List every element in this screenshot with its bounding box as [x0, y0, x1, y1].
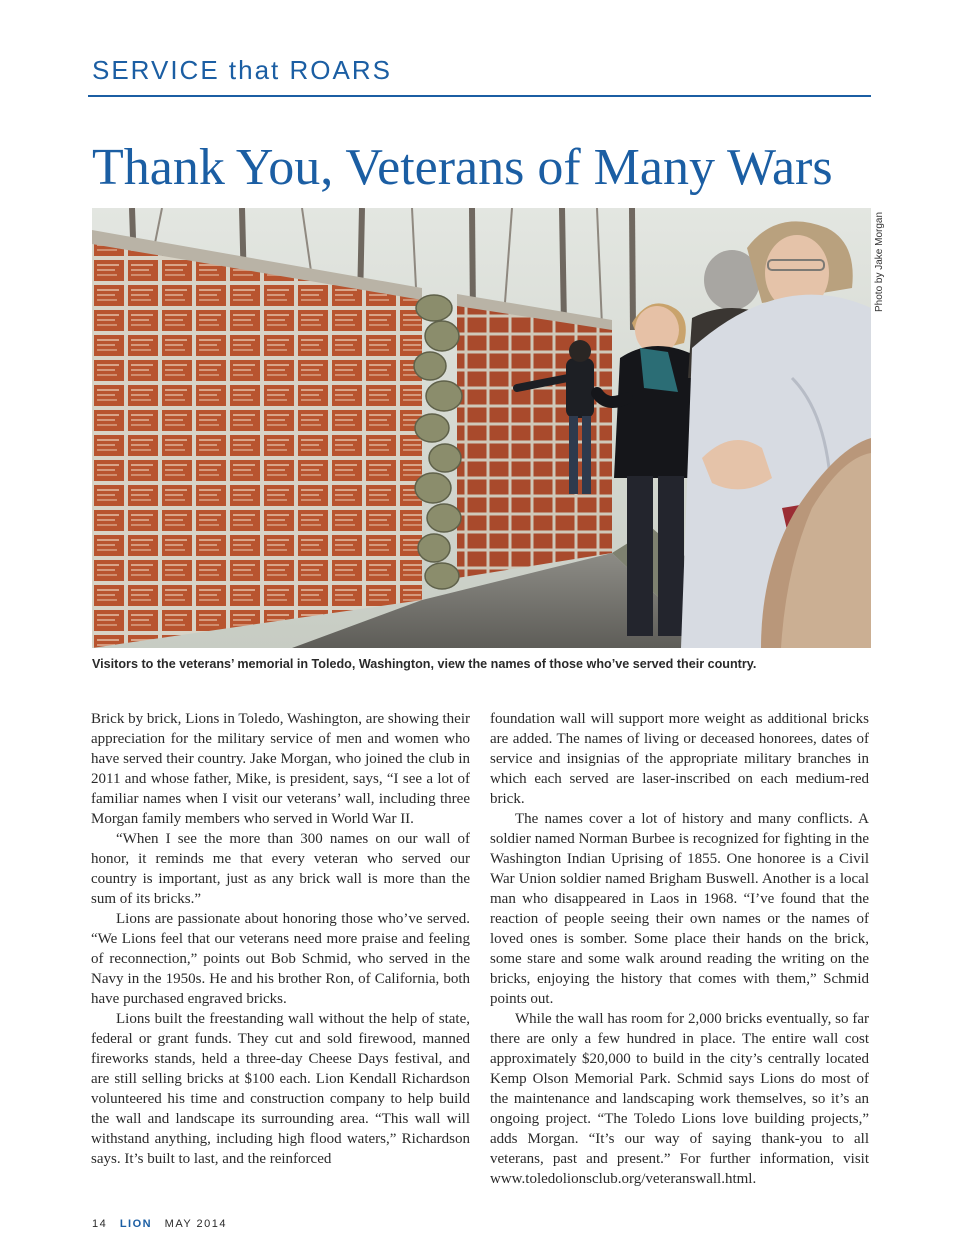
photo-caption: Visitors to the veterans’ memorial in Toledo, Washington, view the names of those who’ve served their country.	[92, 657, 757, 671]
photo-credit: Photo by Jake Morgan	[874, 211, 885, 312]
paragraph: Brick by brick, Lions in Toledo, Washington, are showing their appreciation for the military service of men and women who have served their country. Jake Morgan, who joined the club in 2011 and whose father, Mike, is president, says, “I see a lot of familiar names when I visit our veterans’ wall, including three Morgan family members who served in World War II.	[91, 711, 470, 827]
paragraph: “When I see the more than 300 names on our wall of honor, it reminds me that every veteran who served our country is important, just as any brick wall is more than the sum of its bricks.”	[91, 831, 470, 907]
paragraph: Lions built the freestanding wall without the help of state, federal or grant funds. They cut and sold firewood, manned fireworks stands, held a three-day Cheese Days festival, and are still selling bricks at $100 each. Lion Kendall Richardson volunteered his time and construction company to help build the wall and landscape its surrounding area. “This wall will withstand anything, including high flood waters,” Richardson says. It’s built to last, and the reinforced	[91, 1011, 470, 1167]
paragraph: The names cover a lot of history and many conflicts. A soldier named Norman Burbee is recognized for fighting in the Washington Indian Uprising of 1855. One honoree is a Civil War Union soldier named Brigham Buswell. Another is a local man who disappeared in Laos in 1968. “I’ve found that the reaction of people seeing their own names or the names of loved ones is somber. Some place their hands on the brick, some stare and some walk around reading the writing on the bricks, enjoying the history that comes with them,” Schmid points out.	[490, 811, 869, 1007]
paragraph: Lions are passionate about honoring those who’ve served. “We Lions feel that our veterans need more praise and feeling of reconnection,” points out Bob Schmid, who served in the Navy in the 1950s. He and his brother Ron, of California, both have purchased engraved bricks.	[91, 911, 470, 1007]
magazine-name: LION	[119, 1218, 153, 1230]
paragraph: foundation wall will support more weight as additional bricks are added. The names of living or deceased honorees, dates of service and insignias of the appropriate military branches in which each served are laser-inscribed on each medium-red brick.	[490, 711, 869, 807]
page-number: 14	[92, 1218, 108, 1230]
article-column-left	[91, 709, 470, 1169]
section-label: SERVICE that ROARS	[92, 55, 392, 85]
section-divider	[88, 95, 871, 97]
article-headline: Thank You, Veterans of Many Wars	[92, 139, 833, 196]
paragraph: While the wall has room for 2,000 bricks eventually, so far there are only a few hundred in place. The entire wall cost approximately $20,000 to build in the city’s centrally located Kemp Olson Memorial Park. Schmid says Lions do most of the maintenance and landscaping work themselves, so it’s an ongoing project. “The Toledo Lions love building projects,” adds Morgan. “It’s our way of saying thank-you to all veterans, past and present.” For further information, visit www.toledolionsclub.org/veteranswall.html.	[490, 1011, 869, 1187]
issue-date: MAY 2014	[164, 1218, 228, 1230]
memorial-photo	[92, 208, 871, 648]
page-footer	[92, 1218, 227, 1230]
article-column-right	[490, 709, 869, 1189]
